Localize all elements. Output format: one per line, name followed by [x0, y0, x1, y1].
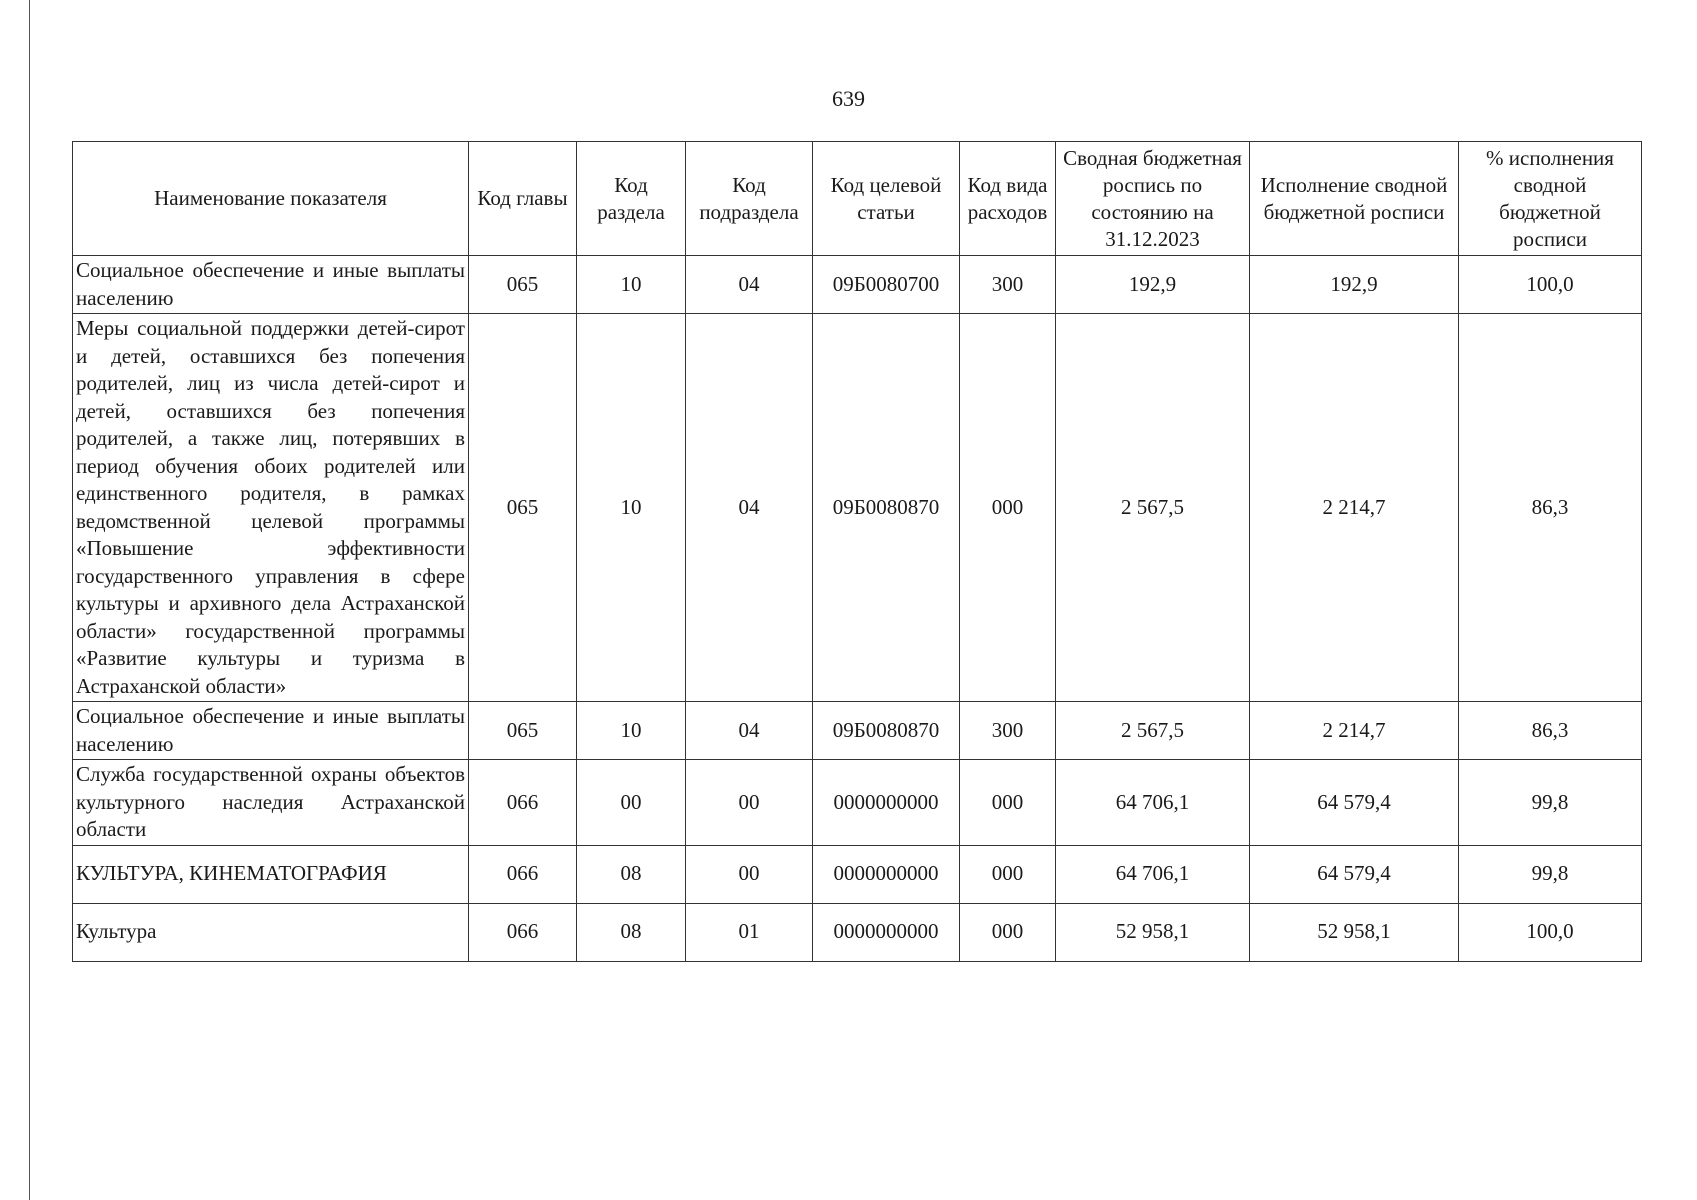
cell-pct: 99,8 [1459, 845, 1642, 903]
cell-section: 08 [577, 845, 686, 903]
cell-type: 300 [960, 702, 1056, 760]
table-row [73, 760, 1642, 846]
header-budget-plan: Сводная бюджетная роспись по состоянию на 31.12.2023 [1056, 142, 1250, 256]
cell-section: 00 [577, 760, 686, 846]
header-expense-type-code: Код вида расходов [960, 142, 1056, 256]
cell-chapter: 066 [469, 903, 577, 961]
cell-type: 300 [960, 256, 1056, 314]
cell-target: 0000000000 [813, 903, 960, 961]
header-target-code: Код целевой статьи [813, 142, 960, 256]
cell-plan: 192,9 [1056, 256, 1250, 314]
cell-pct: 100,0 [1459, 903, 1642, 961]
table-row [73, 845, 1642, 903]
cell-plan: 64 706,1 [1056, 845, 1250, 903]
cell-type: 000 [960, 903, 1056, 961]
cell-section: 08 [577, 903, 686, 961]
cell-exec: 2 214,7 [1250, 314, 1459, 702]
cell-exec: 2 214,7 [1250, 702, 1459, 760]
cell-subsection: 04 [686, 256, 813, 314]
cell-name: Социальное обеспечение и иные выплаты населению [73, 256, 469, 314]
cell-type: 000 [960, 845, 1056, 903]
cell-chapter: 065 [469, 256, 577, 314]
cell-exec: 64 579,4 [1250, 845, 1459, 903]
cell-name: Служба государственной охраны объектов культурного наследия Астраханской области [73, 760, 469, 846]
table-row [73, 903, 1642, 961]
cell-chapter: 066 [469, 845, 577, 903]
cell-type: 000 [960, 314, 1056, 702]
budget-table [72, 141, 1642, 962]
cell-exec: 64 579,4 [1250, 760, 1459, 846]
header-execution-percent: % исполнения сводной бюджетной росписи [1459, 142, 1642, 256]
header-subsection-code: Код подраздела [686, 142, 813, 256]
cell-subsection: 00 [686, 760, 813, 846]
cell-plan: 2 567,5 [1056, 702, 1250, 760]
cell-exec: 192,9 [1250, 256, 1459, 314]
scan-edge-line [29, 0, 30, 1200]
cell-exec: 52 958,1 [1250, 903, 1459, 961]
header-row [73, 142, 1642, 256]
cell-name: Меры социальной поддержки детей-сирот и детей, оставшихся без попечения родителей, лиц из числа детей-сирот и детей, оставшихся без попечения родителей, а также лиц, потерявших в период обучения обоих родителей или единственного родителя, в рамках ведомственной целевой программы «Повышение эффективности государственного управления в сфере культуры и архивного дела Астраханской области» государственной программы «Развитие культуры и туризма в Астраханской области» [73, 314, 469, 702]
cell-target: 09Б0080870 [813, 702, 960, 760]
cell-chapter: 065 [469, 702, 577, 760]
cell-plan: 64 706,1 [1056, 760, 1250, 846]
cell-subsection: 04 [686, 702, 813, 760]
cell-target: 0000000000 [813, 845, 960, 903]
table-row [73, 314, 1642, 702]
cell-subsection: 04 [686, 314, 813, 702]
cell-chapter: 066 [469, 760, 577, 846]
cell-pct: 86,3 [1459, 314, 1642, 702]
cell-name: КУЛЬТУРА, КИНЕМАТОГРАФИЯ [73, 845, 469, 903]
cell-name: Социальное обеспечение и иные выплаты населению [73, 702, 469, 760]
cell-section: 10 [577, 256, 686, 314]
cell-plan: 52 958,1 [1056, 903, 1250, 961]
table-row [73, 702, 1642, 760]
cell-name: Культура [73, 903, 469, 961]
cell-subsection: 00 [686, 845, 813, 903]
cell-pct: 86,3 [1459, 702, 1642, 760]
cell-target: 09Б0080870 [813, 314, 960, 702]
header-section-code: Код раздела [577, 142, 686, 256]
cell-plan: 2 567,5 [1056, 314, 1250, 702]
page-number: 639 [832, 86, 865, 111]
cell-subsection: 01 [686, 903, 813, 961]
header-name: Наименование показателя [73, 142, 469, 256]
cell-target: 0000000000 [813, 760, 960, 846]
header-chapter-code: Код главы [469, 142, 577, 256]
cell-section: 10 [577, 702, 686, 760]
cell-chapter: 065 [469, 314, 577, 702]
table-row [73, 256, 1642, 314]
cell-pct: 99,8 [1459, 760, 1642, 846]
cell-section: 10 [577, 314, 686, 702]
cell-target: 09Б0080700 [813, 256, 960, 314]
cell-pct: 100,0 [1459, 256, 1642, 314]
cell-type: 000 [960, 760, 1056, 846]
header-execution: Исполнение сводной бюджетной росписи [1250, 142, 1459, 256]
